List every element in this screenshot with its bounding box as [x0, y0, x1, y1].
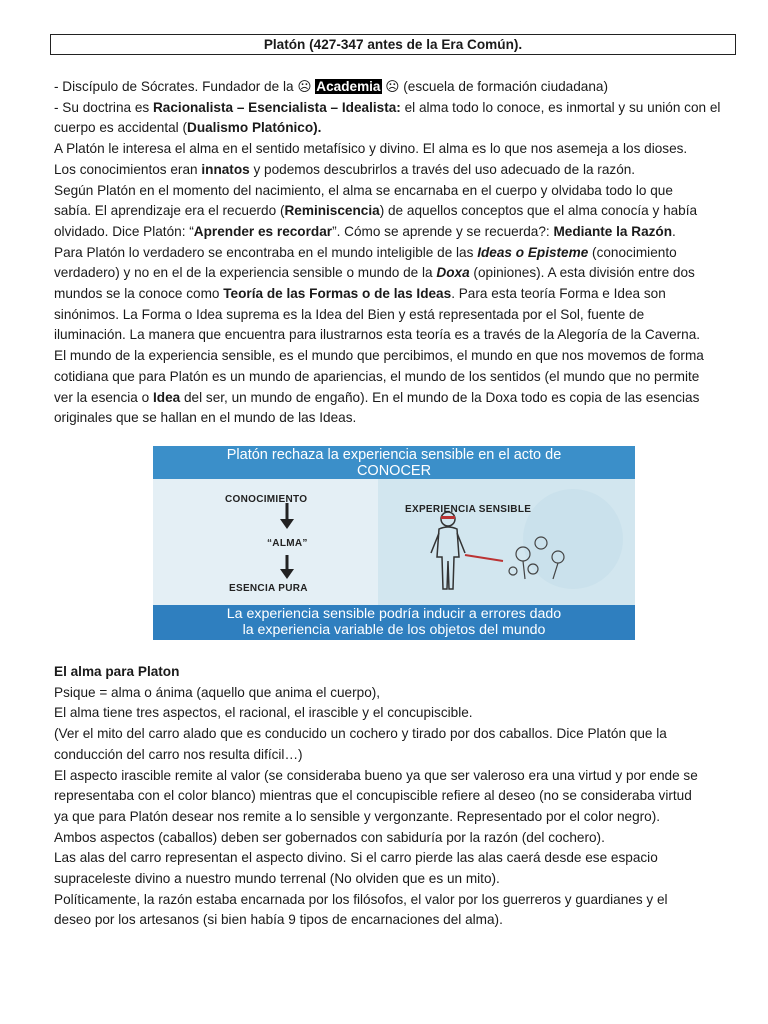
text-line [54, 388, 736, 409]
bold-text: Dualismo Platónico). [187, 120, 322, 136]
text-line: originales que se hallan en el mundo de las Ideas. [54, 410, 357, 426]
alma-label: “ALMA” [267, 538, 308, 549]
text-line: deseo por los artesanos (si bien había 9 tipos de encarnaciones del alma). [54, 912, 503, 928]
text: ”. Cómo se aprende y se recuerda?: [332, 223, 554, 239]
bold-text: Reminiscencia [284, 203, 380, 219]
text: ver la esencia o [54, 389, 153, 405]
text: ) de aquellos conceptos que el alma conocía y había [379, 203, 698, 219]
text: (opiniones). A esta división entre dos [469, 265, 695, 281]
text-line: El alma tiene tres aspectos, el racional, el irascible y el concupiscible. [54, 705, 473, 721]
text: del ser, un mundo de engaño). En el mundo de la Doxa todo es copia de las esencias [180, 389, 700, 405]
bold-text: Aprender es recordar [193, 223, 333, 239]
text-line: Las alas del carro representan el aspecto divino. Si el carro pierde las alas caerá desde ese espacio [54, 850, 658, 866]
soul-section [54, 662, 736, 931]
text-line: (Ver el mito del carro alado que es conducido un cochero y tirado por dos caballos. Dice Platón que la [54, 726, 667, 742]
bold-text: Mediante la Razón [553, 223, 673, 239]
text-line: sinónimos. La Forma o Idea suprema es la Idea del Bien y está representada por el Sol, fuente de [54, 306, 645, 322]
text-line: El mundo de la experiencia sensible, es el mundo que percibimos, el mundo en que nos movemos de forma [54, 348, 704, 364]
figure-header-line: CONOCER [356, 462, 432, 479]
text-line: A Platón le interesa el alma en el sentido metafísico y divino. El alma es lo que nos asemeja a los dioses. [54, 141, 688, 157]
text: Para Platón lo verdadero se encontraba en el mundo inteligible de las [54, 244, 478, 260]
figure-footer-line: La experiencia sensible podría inducir a errores dado [226, 606, 562, 622]
figure-footer-line: la experiencia variable de los objetos del mundo [242, 621, 546, 638]
text: (escuela de formación ciudadana) [399, 79, 609, 94]
text-line [54, 222, 736, 243]
figure-footer [153, 605, 635, 640]
text-line: iluminación. La manera que encuentra para ilustrarnos esta teoría es a través de la Alegoría de la Caverna. [54, 327, 701, 343]
text-line [54, 160, 736, 181]
text: el alma todo lo conoce, es inmortal y su unión con el [400, 99, 721, 115]
text: y podemos descubrirlos a través del uso adecuado de la razón. [249, 161, 636, 177]
text: mundos se la conoce como [54, 286, 224, 302]
text-line [54, 118, 736, 139]
text: . [672, 223, 676, 239]
text-line: representaba con el color blanco) mientras que el concupiscible refiere al deseo (no se consideraba virtud [54, 788, 692, 804]
text: - Su doctrina es [54, 99, 153, 115]
text: . Para esta teoría Forma e Idea son [451, 286, 666, 302]
text: - Discípulo de Sócrates. Fundador de la [54, 79, 298, 94]
text-line: conducción del carro nos resulta difícil…) [54, 746, 303, 762]
bold-text: Racionalista – Esencialista – Idealista: [152, 99, 401, 115]
bold-text: Teoría de las Formas o de las Ideas [223, 286, 452, 302]
arrow-down-icon [280, 519, 294, 529]
section-heading: El alma para Platon [54, 664, 180, 679]
text-line [54, 243, 736, 264]
bold-italic-text: Ideas o Episteme [477, 244, 589, 260]
experiencia-sensible-label: EXPERIENCIA SENSIBLE [405, 504, 532, 515]
academia-highlight: Academia [316, 79, 381, 94]
esencia-pura-label: ESENCIA PURA [229, 583, 308, 594]
text-line: Psique = alma o ánima (aquello que anima el cuerpo), [54, 684, 381, 700]
text-line [54, 263, 736, 284]
arrow-down-icon [280, 569, 294, 579]
intro-section [54, 77, 736, 429]
text: (conocimiento [588, 244, 677, 260]
text-line: El aspecto irascible remite al valor (se consideraba bueno ya que ser valeroso era una virtud y por ende se [54, 767, 698, 783]
text: verdadero) y no en el de la experiencia sensible o mundo de la [54, 265, 437, 281]
frown-emoji-icon: ☹ [385, 79, 400, 94]
conocimiento-label: CONOCIMIENTO [225, 494, 308, 505]
figure-header-line: Platón rechaza la experiencia sensible en el acto de [226, 447, 562, 463]
text-line [54, 98, 736, 119]
page-title: Platón (427-347 antes de la Era Común). [50, 34, 736, 55]
plato-figure [153, 446, 635, 640]
bold-italic-text: Doxa [436, 265, 470, 281]
text-line: ya que para Platón desear nos remite a lo sensible y vergonzante. Representado por el color negro). [54, 808, 661, 824]
text: olvidado. Dice Platón: “ [54, 223, 194, 239]
figure-header [153, 446, 635, 479]
text-line: Según Platón en el momento del nacimiento, el alma se encarnaba en el cuerpo y olvidaba todo lo que [54, 182, 673, 198]
text-line: Políticamente, la razón estaba encarnada por los filósofos, el valor por los guerreros y guardianes y el [54, 891, 668, 907]
text-line: cotidiana que para Platón es un mundo de apariencias, el mundo de los sentidos (el mundo que no permite [54, 368, 700, 384]
frown-emoji-icon: ☹ [297, 79, 312, 94]
text: Los conocimientos eran [54, 161, 202, 177]
text-line [54, 77, 736, 98]
text-line [54, 201, 736, 222]
text-line [54, 284, 736, 305]
text: cuerpo es accidental ( [54, 120, 187, 136]
bold-text: innatos [201, 161, 250, 177]
text-line: supraceleste divino a nuestro mundo terrenal (No olviden que es un mito). [54, 871, 500, 887]
bold-text: Idea [153, 389, 181, 405]
text: sabía. El aprendizaje era el recuerdo ( [54, 203, 285, 219]
text-line: Ambos aspectos (caballos) deben ser gobernados con sabiduría por la razón (del cochero). [54, 829, 605, 845]
